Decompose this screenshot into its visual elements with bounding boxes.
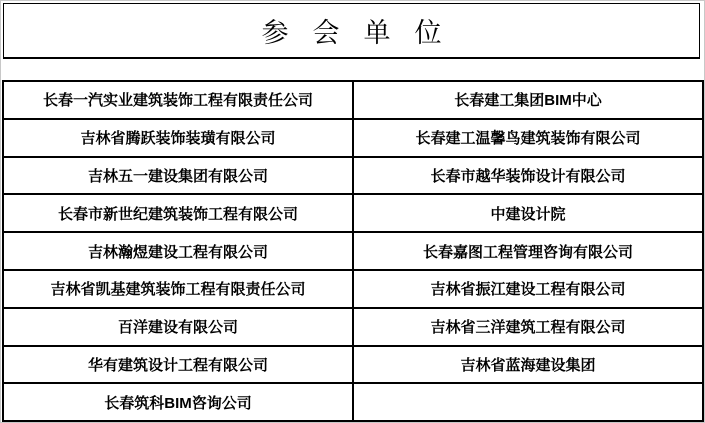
- table-row: [3, 308, 703, 346]
- company-cell: 吉林省腾跃装饰装璜有限公司: [3, 119, 353, 157]
- title-box: [3, 3, 700, 59]
- company-cell: 吉林省振江建设工程有限公司: [353, 270, 703, 308]
- company-cell: 长春市新世纪建筑装饰工程有限公司: [3, 194, 353, 232]
- table-row: [3, 346, 703, 384]
- company-cell: 长春市越华装饰设计有限公司: [353, 157, 703, 195]
- company-cell: 长春建工温馨鸟建筑装饰有限公司: [353, 119, 703, 157]
- company-cell: 吉林省三洋建筑工程有限公司: [353, 308, 703, 346]
- company-cell: 长春建工集团BIM中心: [353, 81, 703, 119]
- page-title: 参 会 单 位: [261, 18, 451, 48]
- table-row: [3, 157, 703, 195]
- company-cell: 长春嘉图工程管理咨询有限公司: [353, 232, 703, 270]
- company-cell: [353, 383, 703, 421]
- company-cell: 中建设计院: [353, 194, 703, 232]
- company-cell: 长春一汽实业建筑装饰工程有限责任公司: [3, 81, 353, 119]
- table-row: [3, 119, 703, 157]
- participants-table: [2, 80, 704, 422]
- company-cell: 长春筑科BIM咨询公司: [3, 383, 353, 421]
- company-cell: 吉林瀚煜建设工程有限公司: [3, 232, 353, 270]
- company-cell: 吉林五一建设集团有限公司: [3, 157, 353, 195]
- table-row: [3, 270, 703, 308]
- company-cell: 华有建筑设计工程有限公司: [3, 346, 353, 384]
- table-row: [3, 81, 703, 119]
- company-cell: 吉林省凯基建筑装饰工程有限责任公司: [3, 270, 353, 308]
- table-row: [3, 383, 703, 421]
- company-cell: 百洋建设有限公司: [3, 308, 353, 346]
- table-row: [3, 194, 703, 232]
- participants-table-body: [3, 81, 703, 421]
- company-cell: 吉林省蓝海建设集团: [353, 346, 703, 384]
- table-row: [3, 232, 703, 270]
